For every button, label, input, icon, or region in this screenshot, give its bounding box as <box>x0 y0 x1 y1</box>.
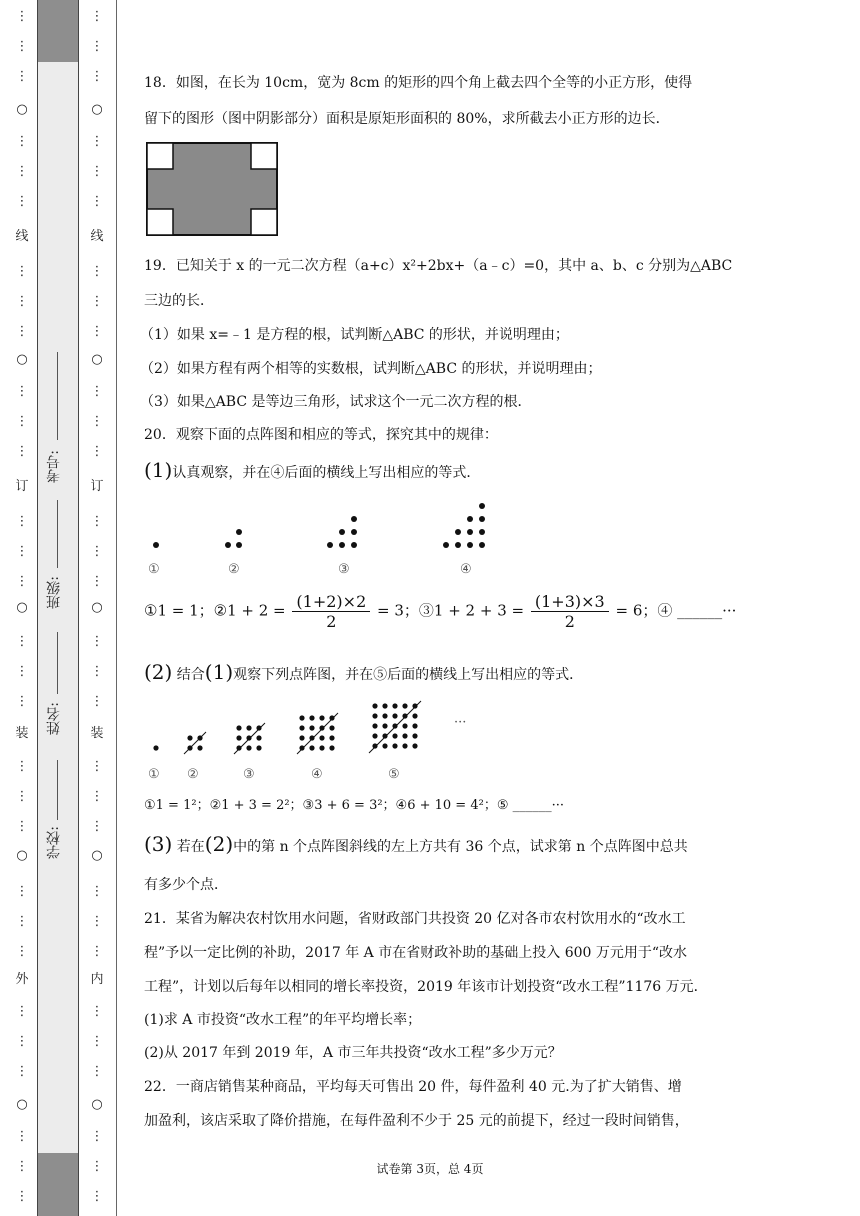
q20-part2-ref: (1) <box>204 660 234 684</box>
class-label: 班级: <box>46 576 62 609</box>
margin-rule <box>116 0 117 1216</box>
class-line <box>57 500 58 568</box>
q20-part2-text-b: 观察下列点阵图，并在⑤后面的横线上写出相应的等式． <box>233 667 584 683</box>
fig2-label: ② <box>187 767 199 782</box>
q20-part3-text-a: 若在 <box>176 839 205 855</box>
binder-mark: ○ <box>91 848 103 863</box>
fig1-label: ④ <box>460 562 472 577</box>
q20-part2-number: (2) <box>144 660 173 684</box>
exam-number-label: 考号: <box>46 450 62 483</box>
binder-mark: 订 <box>90 479 104 494</box>
binder-mark: ○ <box>91 600 103 615</box>
fraction-denominator: 2 <box>326 612 337 631</box>
q20-part1-text: 认真观察，并在④后面的横线上写出相应的等式． <box>172 465 481 481</box>
eq1-fraction-1 <box>292 592 370 631</box>
binder-mark: ○ <box>91 102 103 117</box>
eq1-segment-c: = 6；④ ______··· <box>615 601 737 620</box>
triangle-pattern-4 <box>443 503 485 548</box>
fig1-label: ① <box>148 562 160 577</box>
fraction-numerator: (1+2)×2 <box>292 592 370 612</box>
q18-rectangle-figure <box>146 142 280 238</box>
square-pattern-1 <box>153 745 158 750</box>
binder-mark: 装 <box>90 726 104 741</box>
square-pattern-2 <box>184 732 206 754</box>
q20-equation-row2: ①1 = 1²；②1 + 3 = 2²；③3 + 6 = 3²；④6 + 10 = 4²；⑤ ______··· <box>144 798 564 813</box>
eq1-segment-a: ①1 = 1；②1 + 2 = <box>144 601 286 620</box>
school-line <box>57 760 58 820</box>
binder-mark: ○ <box>16 1097 28 1112</box>
fig2-label: ④ <box>311 767 323 782</box>
fraction-numerator: (1+3)×3 <box>531 592 609 612</box>
q22-line2: 加盈利，该店采取了降价措施，在每件盈利不少于 25 元的前提下，经过一段时间销售， <box>144 1113 689 1129</box>
q18-line1: 18．如图，在长为 10cm，宽为 8cm 的矩形的四个角上截去四个全等的小正方形，使得 <box>144 75 693 91</box>
fig2-ellipsis: ··· <box>454 715 467 730</box>
binder-mark: 内 <box>90 972 104 987</box>
binder-mark: 线 <box>90 229 104 244</box>
binder-mark: ○ <box>91 1097 103 1112</box>
name-line <box>57 632 58 694</box>
eq1-segment-b: = 3；③1 + 2 + 3 = <box>377 601 525 620</box>
q21-line3: 工程”，计划以后每年以相同的增长率投资，2019 年该市计划投资“改水工程”1176 万元． <box>144 979 708 995</box>
q20-square-dot-figure <box>144 696 484 784</box>
fraction-denominator: 2 <box>564 612 575 631</box>
square-pattern-4 <box>297 713 338 754</box>
q19-line2: 三边的长． <box>144 293 214 309</box>
fig2-label: ① <box>148 767 160 782</box>
q22-line1: 22．一商店销售某种商品，平均每天可售出 20 件，每件盈利 40 元.为了扩大销售、增 <box>144 1079 682 1095</box>
q20-part3-line2: 有多少个点． <box>144 877 228 893</box>
q20-part3 <box>144 832 688 856</box>
fig2-label: ③ <box>243 767 255 782</box>
q20-part2-text-a: 结合 <box>176 667 205 683</box>
binder-mark: 订 <box>15 479 29 494</box>
q20-part1 <box>144 458 480 482</box>
name-label: 姓名: <box>46 702 62 735</box>
q18-line2: 留下的图形（图中阴影部分）面积是原矩形面积的 80%，求所截去小正方形的边长． <box>144 111 670 127</box>
q21-part2: (2)从 2017 年到 2019 年，A 市三年共投资“改水工程”多少万元？ <box>144 1045 562 1061</box>
page-footer: 试卷第 3页，总 4页 <box>376 1162 484 1176</box>
q21-line1: 21．某省为解决农村饮用水问题，省财政部门共投资 20 亿对各市农村饮用水的“改水工 <box>144 911 686 927</box>
triangle-pattern-3 <box>327 516 357 548</box>
binder-mark: ○ <box>16 848 28 863</box>
binder-mark: ○ <box>16 600 28 615</box>
school-label: 学校: <box>46 826 62 859</box>
q20-equation-row1 <box>144 592 736 631</box>
binder-mark: 外 <box>15 972 29 987</box>
outer-dotted-column: ⋮ ⋮ ⋮ ○ ⋮ ⋮ ⋮ 线 ⋮ ⋮ ⋮ ○ ⋮ ⋮ ⋮ 订 ⋮ ⋮ ⋮ ○ ⋮ ⋮ ⋮ 装 ⋮ ⋮ ⋮ ○ ⋮ ⋮ ⋮ 外 ⋮ ⋮ ⋮ ○ ⋮ ⋮ ⋮ <box>15 9 29 1204</box>
q21-part1: (1)求 A 市投资“改水工程”的年平均增长率； <box>144 1012 422 1028</box>
q20-part3-text-b: 中的第 n 个点阵图斜线的左上方共有 36 个点，试求第 n 个点阵图中总共 <box>233 839 688 855</box>
square-pattern-5 <box>369 701 421 753</box>
q20-part3-ref: (2) <box>204 832 234 856</box>
q20-part3-number: (3) <box>144 832 173 856</box>
q19-part1: （1）如果 x=﹣1 是方程的根，试判断△ABC 的形状，并说明理由； <box>140 327 569 343</box>
q21-line2: 程”予以一定比例的补助，2017 年 A 市在省财政补助的基础上投入 600 万元用于“改水 <box>144 945 688 961</box>
q19-line1: 19．已知关于 x 的一元二次方程（a+c）x²+2bx+（a﹣c）=0，其中 a、b、c 分别为△ABC <box>144 258 733 274</box>
binder-mark: 装 <box>15 726 29 741</box>
triangle-pattern-1 <box>153 542 159 548</box>
q20-part1-number: (1) <box>144 458 173 482</box>
binding-margin <box>0 0 118 1216</box>
binder-mark: ○ <box>16 102 28 117</box>
q20-part2 <box>144 660 583 684</box>
eq1-fraction-2 <box>531 592 609 631</box>
q19-part2: （2）如果方程有两个相等的实数根，试判断△ABC 的形状，并说明理由； <box>140 361 602 377</box>
exam-number-line <box>57 352 58 440</box>
binder-shade-top <box>38 0 78 62</box>
fig2-label: ⑤ <box>388 767 400 782</box>
square-pattern-3 <box>234 723 265 754</box>
binder-mark: 线 <box>15 229 29 244</box>
fig1-label: ② <box>228 562 240 577</box>
binder-mark: ○ <box>16 352 28 367</box>
triangle-pattern-2 <box>225 529 242 548</box>
q19-part3: （3）如果△ABC 是等边三角形，试求这个一元二次方程的根． <box>140 394 532 410</box>
q20-triangle-dot-figure <box>144 495 504 580</box>
binder-mark: ○ <box>91 352 103 367</box>
fig1-label: ③ <box>338 562 350 577</box>
q20-intro: 20．观察下面的点阵图和相应的等式，探究其中的规律： <box>144 427 498 443</box>
inner-dotted-column: ⋮ ⋮ ⋮ ○ ⋮ ⋮ ⋮ 线 ⋮ ⋮ ⋮ ○ ⋮ ⋮ ⋮ 订 ⋮ ⋮ ⋮ ○ ⋮ ⋮ ⋮ 装 ⋮ ⋮ ⋮ ○ ⋮ ⋮ ⋮ 内 ⋮ ⋮ ⋮ ○ ⋮ ⋮ ⋮ <box>90 9 104 1204</box>
